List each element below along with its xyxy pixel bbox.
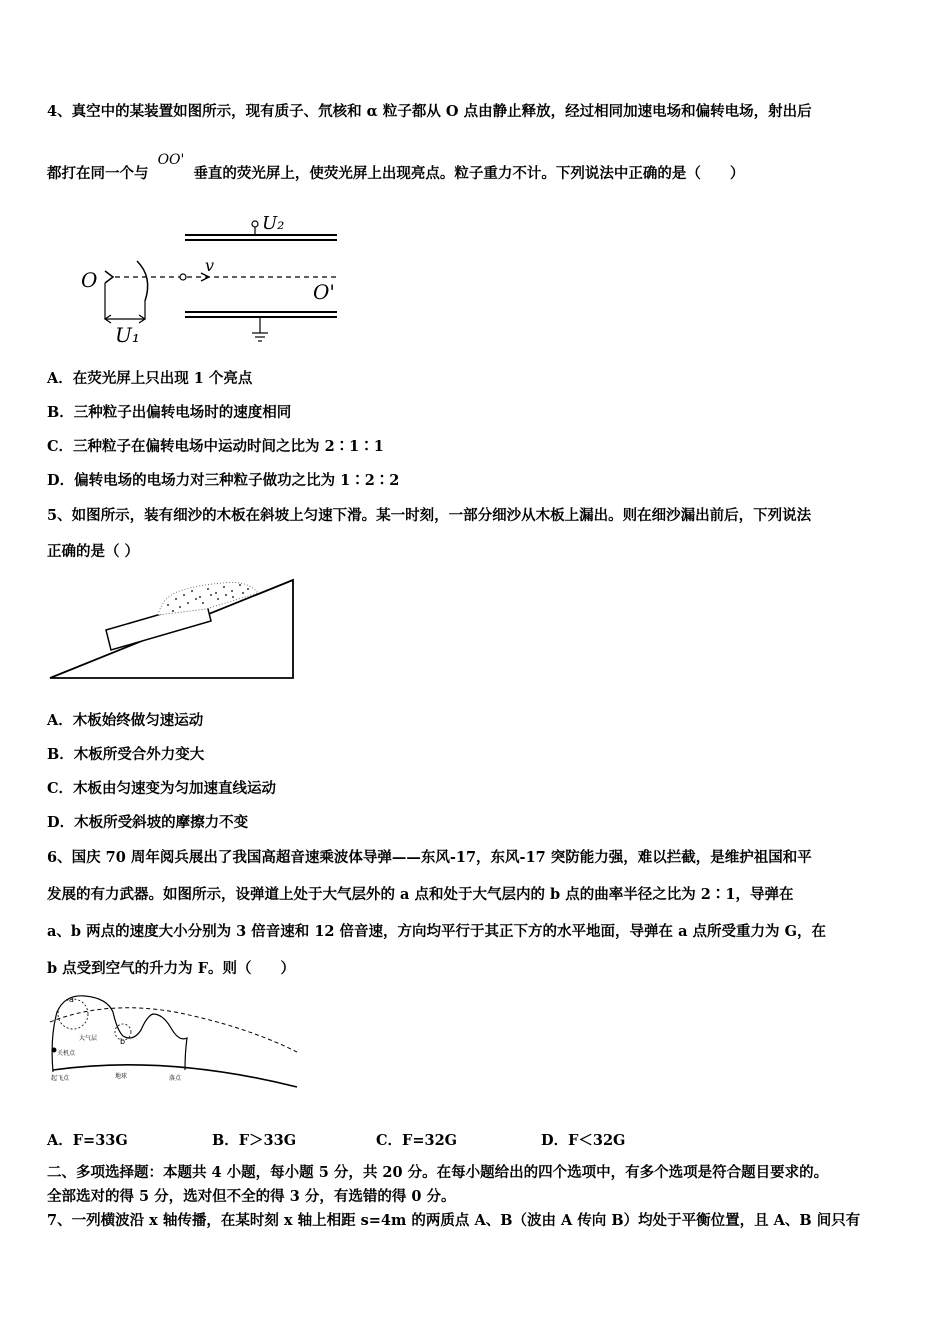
q4-figure [75, 205, 355, 350]
q6-stem-line4: b 点受到空气的升力为 F。则（ ） [47, 960, 296, 977]
q4-o-prime-label: O' [313, 280, 335, 304]
q5-option-a: A．木板始终做匀速运动 [47, 712, 204, 729]
q6-stem-line1: 6、国庆 70 周年阅兵展出了我国高超音速乘波体导弹——东风-17，东风-17 突防能力强，难以拦截，是维护祖国和平 [47, 849, 812, 866]
q4-stem-line2-pre: 都打在同一个与 [47, 165, 149, 182]
q6-point-b-label: b [120, 1037, 126, 1046]
q4-u2-label: U₂ [262, 213, 285, 234]
q6-earth-label: 地球 [115, 1073, 128, 1080]
q6-option-b: B．F＞33G [212, 1132, 297, 1149]
q7-stem-line1: 7、一列横波沿 x 轴传播，在某时刻 x 轴上相距 s=4m 的两质点 A、B（波由 A 传向 B）均处于平衡位置，且 A、B 间只有 [47, 1212, 861, 1229]
q6-stem-line2: 发展的有力武器。如图所示，设弹道上处于大气层外的 a 点和处于大气层内的 b 点的曲率半径之比为 2∶1，导弹在 [47, 886, 794, 903]
q5-stem-line2: 正确的是（ ） [47, 543, 140, 560]
q4-option-d: D．偏转电场的电场力对三种粒子做功之比为 1∶2∶2 [47, 472, 400, 489]
q6-figure [45, 992, 300, 1092]
q4-stem-line2 [47, 152, 745, 184]
q5-stem-line1: 5、如图所示，装有细沙的木板在斜坡上匀速下滑。某一时刻，一部分细沙从木板上漏出。则在细沙漏出前后，下列说法 [47, 507, 812, 524]
q6-launch-label: 起飞点 [51, 1075, 70, 1082]
q4-o-label: O [81, 268, 98, 292]
q4-oo-label: OO' [157, 152, 185, 168]
section2-heading-line1: 二、多项选择题：本题共 4 小题，每小题 5 分，共 20 分。在每小题给出的四个选项中，有多个选项是符合题目要求的。 [47, 1164, 829, 1181]
q4-u1-label: U₁ [115, 323, 140, 347]
q5-option-c: C．木板由匀速变为匀加速直线运动 [47, 780, 277, 797]
q4-option-a: A．在荧光屏上只出现 1 个亮点 [47, 370, 253, 387]
q6-option-c: C．F=32G [376, 1132, 458, 1149]
q6-option-a: A．F=33G [47, 1132, 128, 1149]
q6-target-label: 落点 [169, 1075, 182, 1082]
q4-stem-line1: 4、真空中的某装置如图所示，现有质子、氘核和 α 粒子都从 O 点由静止释放，经过相同加速电场和偏转电场，射出后 [47, 103, 812, 120]
q5-figure [48, 575, 298, 685]
q4-option-b: B．三种粒子出偏转电场时的速度相同 [47, 404, 292, 421]
q6-option-d: D．F＜32G [541, 1132, 626, 1149]
q6-stem-line3: a、b 两点的速度大小分别为 3 倍音速和 12 倍音速，方向均平行于其正下方的水平地面，导弹在 a 点所受重力为 G，在 [47, 923, 826, 940]
q5-option-d: D．木板所受斜坡的摩擦力不变 [47, 814, 249, 831]
q5-option-b: B．木板所受合外力变大 [47, 746, 205, 763]
q4-v-label: v [205, 256, 215, 275]
q6-atmosphere-label: 大气层 [79, 1035, 98, 1042]
q4-option-c: C．三种粒子在偏转电场中运动时间之比为 2∶1∶1 [47, 438, 384, 455]
q6-shutdown-label: 关机点 [57, 1050, 76, 1057]
q6-point-a-label: a [69, 995, 74, 1004]
section2-heading-line2: 全部选对的得 5 分，选对但不全的得 3 分，有选错的得 0 分。 [47, 1188, 456, 1205]
q4-stem-line2-post: 垂直的荧光屏上，使荧光屏上出现亮点。粒子重力不计。下列说法中正确的是（ ） [193, 165, 745, 182]
